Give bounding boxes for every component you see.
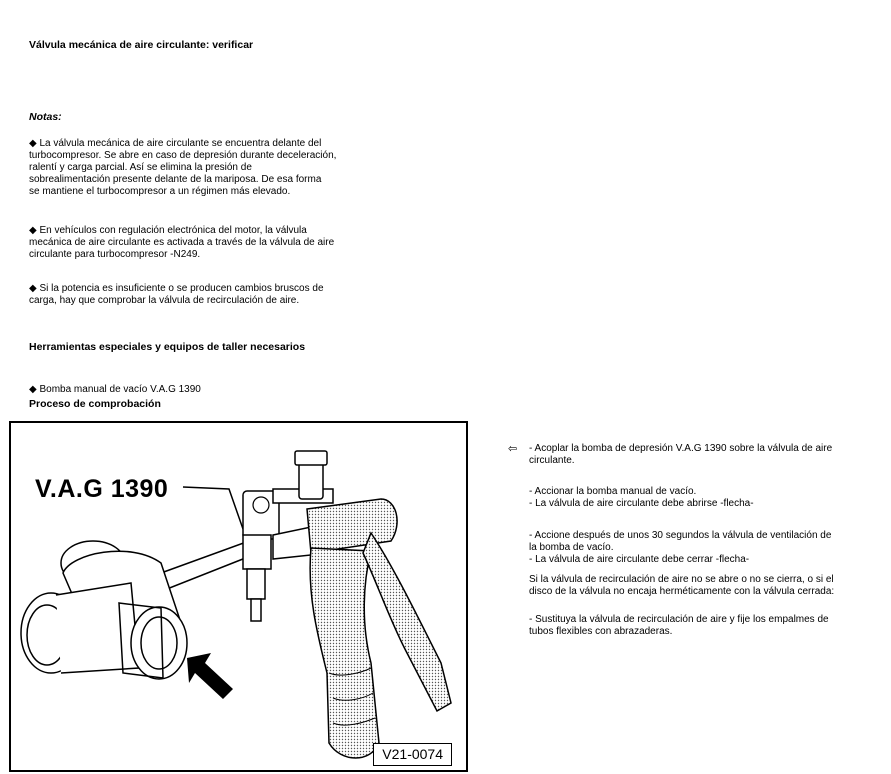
step-3: - Accione después de unos 30 segundos la válvula de ventilación de la bomba de vacío. - La válvula de aire circulante debe cerrar -flecha- — [529, 530, 832, 565]
note-1: ◆ La válvula mecánica de aire circulante se encuentra delante del turbocompresor. Se abre en caso de depresión durante deceleración, ralentí y carga parcial. Así se elimina la presión de sobrealimentación presente delante de la mariposa. De esa forma se mantiene el turbocompresor a un régimen más elevado. — [29, 138, 337, 197]
step-4: Si la válvula de recirculación de aire no se abre o no se cierra, o si el disco de la válvula no encaja herméticamente con la válvula cerrada: — [529, 574, 835, 597]
note-3: ◆ Si la potencia es insuficiente o se producen cambios bruscos de carga, hay que comprobar la válvula de recirculación de aire. — [29, 283, 324, 306]
step-1: - Acoplar la bomba de depresión V.A.G 1390 sobre la válvula de aire circulante. — [529, 443, 833, 466]
figure-code: V21-0074 — [373, 743, 452, 766]
page-title: Válvula mecánica de aire circulante: verificar — [29, 39, 254, 51]
flecha-arrow — [187, 653, 233, 699]
pump-lever — [363, 533, 451, 711]
illustration-figure — [9, 421, 468, 772]
tool-item: ◆ Bomba manual de vacío V.A.G 1390 — [29, 384, 201, 395]
left-arrow-icon: ⇦ — [508, 443, 518, 455]
valve-body — [21, 541, 187, 679]
step-5: - Sustituya la válvula de recirculación de aire y fije los empalmes de tubos flexibles con abrazaderas. — [529, 614, 829, 637]
step-2: - Accionar la bomba manual de vacío. - La válvula de aire circulante debe abrirse -flecha- — [529, 486, 754, 509]
tool-label: V.A.G 1390 — [35, 475, 169, 503]
procedure-heading: Proceso de comprobación — [29, 398, 161, 410]
note-2: ◆ En vehículos con regulación electrónica del motor, la válvula mecánica de aire circulante es activada a través de la válvula de aire circulante para turbocompresor -N249. — [29, 225, 335, 260]
pump-handle — [310, 548, 379, 758]
notes-heading: Notas: — [29, 111, 62, 123]
tools-heading: Herramientas especiales y equipos de taller necesarios — [29, 341, 306, 353]
